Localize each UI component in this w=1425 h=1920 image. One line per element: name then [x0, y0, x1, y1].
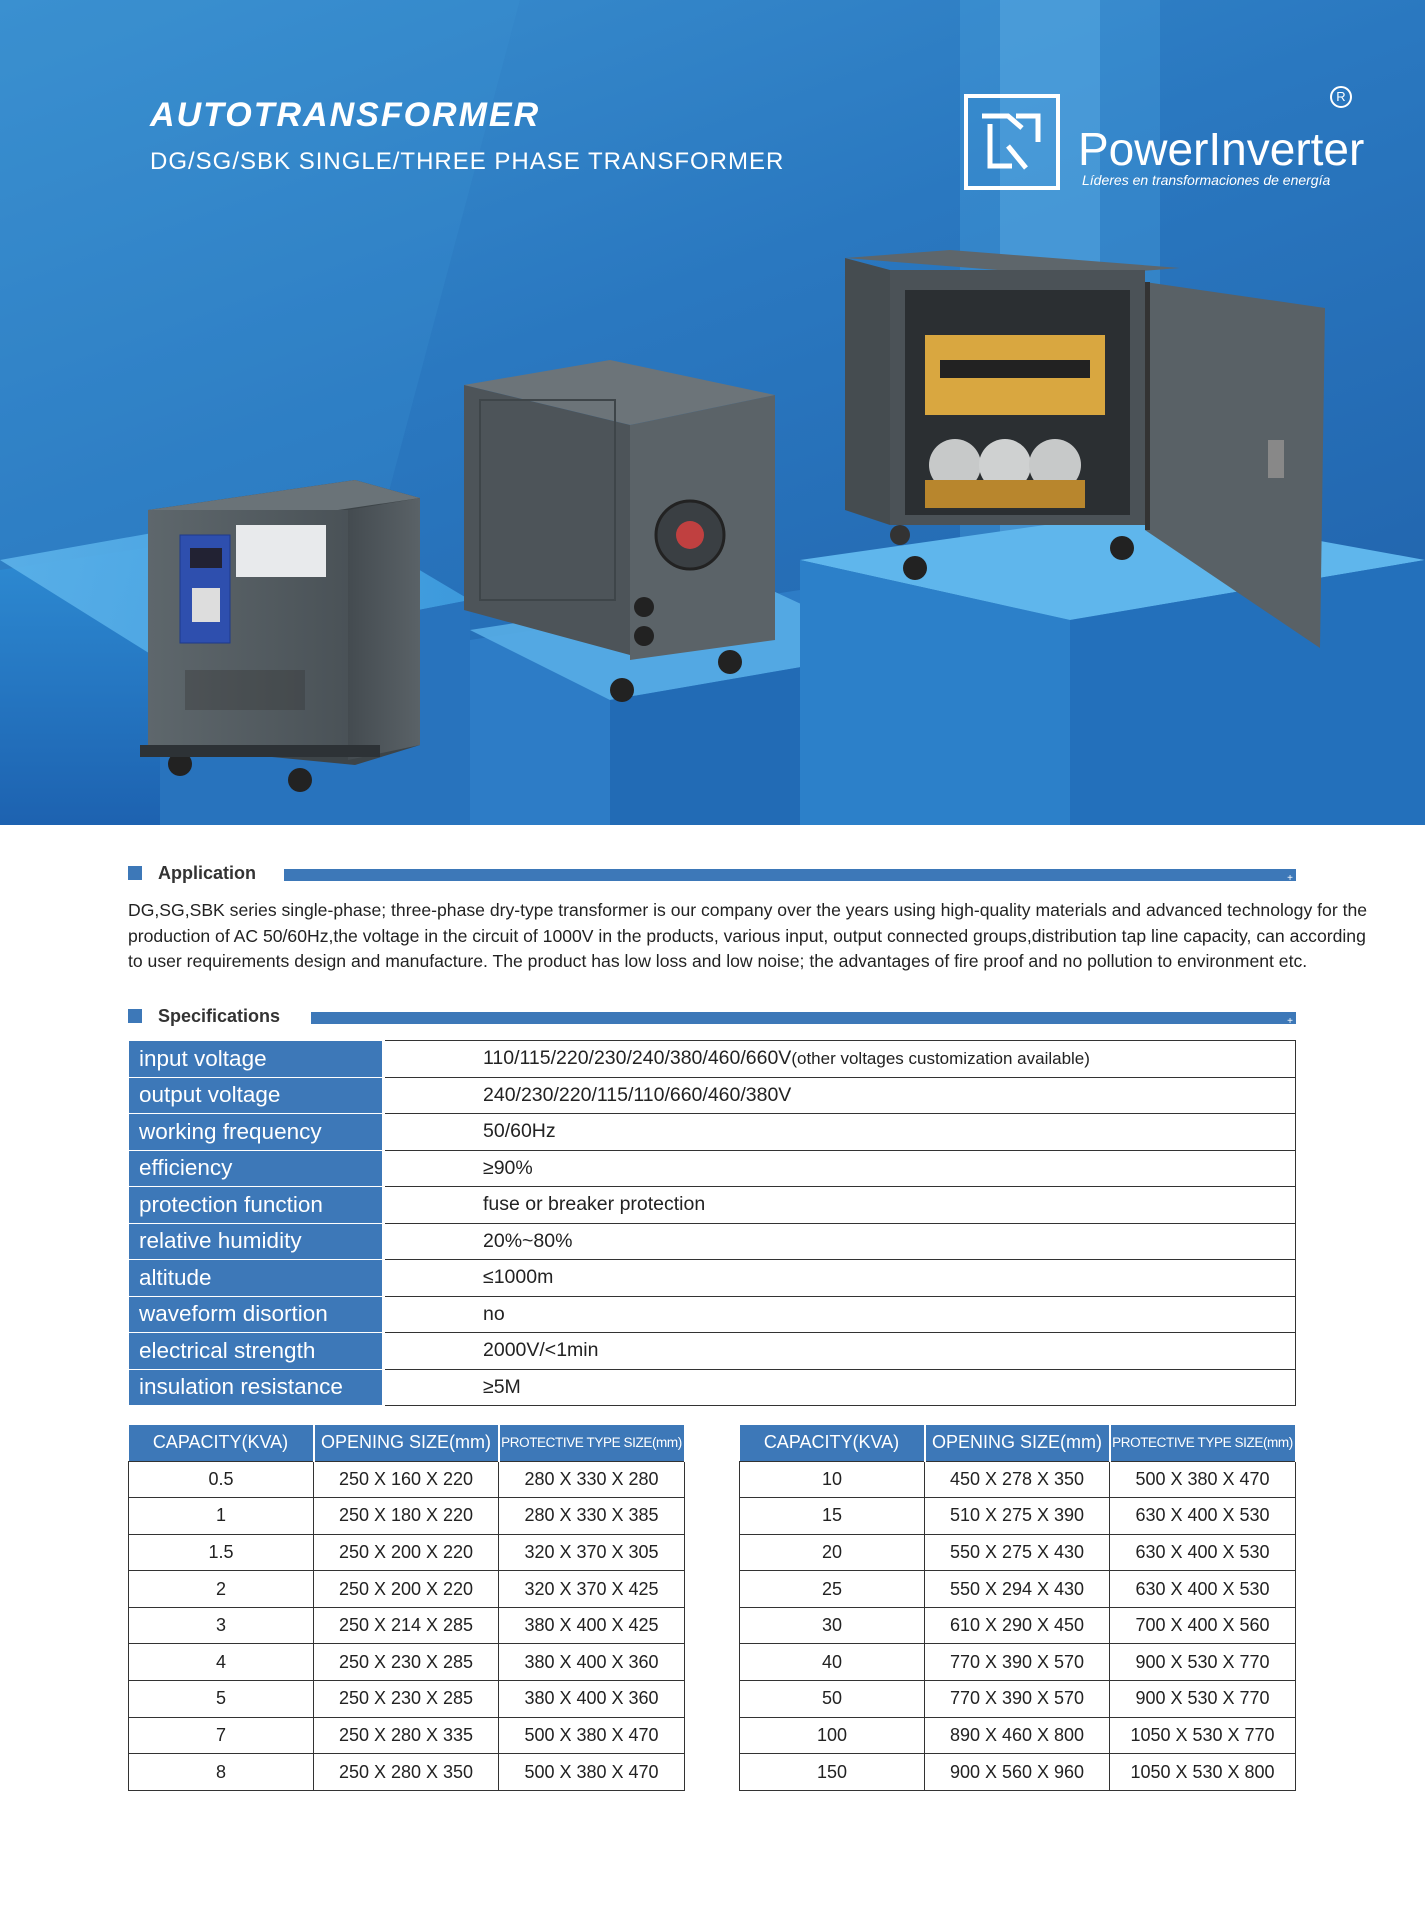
protective-size-cell: 630 X 400 X 530 [1110, 1498, 1296, 1535]
protective-size-cell: 630 X 400 X 530 [1110, 1534, 1296, 1571]
registered-mark: R [1330, 86, 1352, 108]
spec-row [129, 1187, 1296, 1224]
spec-key: relative humidity [129, 1223, 384, 1260]
opening-size-cell: 510 X 275 X 390 [925, 1498, 1110, 1535]
opening-size-cell: 900 X 560 X 960 [925, 1754, 1110, 1791]
opening-size-cell: 250 X 180 X 220 [314, 1498, 499, 1535]
spec-row [129, 1114, 1296, 1151]
hero-title: AUTOTRANSFORMER [150, 96, 541, 134]
capacity-cell: 20 [740, 1534, 925, 1571]
spec-value [384, 1223, 1296, 1260]
capacity-cell: 150 [740, 1754, 925, 1791]
application-section-header [128, 863, 1296, 883]
opening-size-cell: 250 X 230 X 285 [314, 1681, 499, 1718]
table-row [740, 1571, 1296, 1608]
spec-row [129, 1223, 1296, 1260]
spec-value [384, 1369, 1296, 1406]
spec-row [129, 1333, 1296, 1370]
spec-row [129, 1296, 1296, 1333]
header-protective-size: PROTECTIVE TYPE SIZE(mm) [499, 1425, 685, 1461]
opening-size-cell: 250 X 160 X 220 [314, 1461, 499, 1498]
capacity-cell: 5 [129, 1681, 314, 1718]
protective-size-cell: 700 X 400 X 560 [1110, 1607, 1296, 1644]
logo-tagline: Líderes en transformaciones de energía [1082, 172, 1331, 188]
opening-size-cell: 250 X 200 X 220 [314, 1571, 499, 1608]
capacity-table-right [739, 1425, 1297, 1791]
opening-size-cell: 250 X 214 X 285 [314, 1607, 499, 1644]
capacity-cell: 30 [740, 1607, 925, 1644]
spec-value [384, 1077, 1296, 1114]
spec-key: input voltage [129, 1041, 384, 1078]
protective-size-cell: 900 X 530 X 770 [1110, 1644, 1296, 1681]
protective-size-cell: 380 X 400 X 425 [499, 1607, 685, 1644]
table-row [129, 1754, 685, 1791]
spec-key: electrical strength [129, 1333, 384, 1370]
table-row [740, 1754, 1296, 1791]
protective-size-cell: 900 X 530 X 770 [1110, 1681, 1296, 1718]
capacity-cell: 50 [740, 1681, 925, 1718]
opening-size-cell: 770 X 390 X 570 [925, 1644, 1110, 1681]
spec-value [384, 1187, 1296, 1224]
opening-size-cell: 450 X 278 X 350 [925, 1461, 1110, 1498]
protective-size-cell: 500 X 380 X 470 [499, 1717, 685, 1754]
spec-key: working frequency [129, 1114, 384, 1151]
spec-key: protection function [129, 1187, 384, 1224]
opening-size-cell: 770 X 390 X 570 [925, 1681, 1110, 1718]
spec-value-text: ≥5M [483, 1375, 521, 1398]
opening-size-cell: 250 X 280 X 335 [314, 1717, 499, 1754]
capacity-cell: 1.5 [129, 1534, 314, 1571]
capacity-cell: 15 [740, 1498, 925, 1535]
opening-size-cell: 250 X 200 X 220 [314, 1534, 499, 1571]
spec-key: efficiency [129, 1150, 384, 1187]
capacity-cell: 2 [129, 1571, 314, 1608]
protective-size-cell: 1050 X 530 X 770 [1110, 1717, 1296, 1754]
specifications-section-header [128, 1006, 1296, 1026]
opening-size-cell: 890 X 460 X 800 [925, 1717, 1110, 1754]
spec-value-text: 2000V/<1min [483, 1339, 599, 1362]
spec-value [384, 1041, 1296, 1078]
opening-size-cell: 250 X 280 X 350 [314, 1754, 499, 1791]
table-row [129, 1644, 685, 1681]
capacity-cell: 0.5 [129, 1461, 314, 1498]
spec-key: waveform disortion [129, 1296, 384, 1333]
section-divider: + [311, 1012, 1296, 1024]
protective-size-cell: 630 X 400 X 530 [1110, 1571, 1296, 1608]
specifications-table [128, 1040, 1296, 1406]
spec-value-text: 110/115/220/230/240/380/460/660V [483, 1047, 792, 1070]
header-opening-size: OPENING SIZE(mm) [314, 1425, 499, 1461]
protective-size-cell: 280 X 330 X 385 [499, 1498, 685, 1535]
protective-size-cell: 500 X 380 X 470 [499, 1754, 685, 1791]
table-row [129, 1571, 685, 1608]
table-row [740, 1607, 1296, 1644]
spec-value-note: (other voltages customization available) [791, 1049, 1090, 1069]
application-heading: Application [158, 863, 256, 883]
section-square-icon [128, 866, 142, 880]
protective-size-cell: 1050 X 530 X 800 [1110, 1754, 1296, 1791]
table-row [740, 1717, 1296, 1754]
protective-size-cell: 380 X 400 X 360 [499, 1644, 685, 1681]
spec-value-text: fuse or breaker protection [483, 1193, 706, 1216]
header-capacity: CAPACITY(KVA) [740, 1425, 925, 1461]
table-row [740, 1681, 1296, 1718]
table-row [129, 1498, 685, 1535]
capacity-cell: 4 [129, 1644, 314, 1681]
hero-subtitle: DG/SG/SBK SINGLE/THREE PHASE TRANSFORMER [150, 148, 785, 175]
capacity-cell: 25 [740, 1571, 925, 1608]
brand-logo [964, 89, 1384, 194]
capacity-cell: 7 [129, 1717, 314, 1754]
spec-row [129, 1041, 1296, 1078]
opening-size-cell: 250 X 230 X 285 [314, 1644, 499, 1681]
spec-key: altitude [129, 1260, 384, 1297]
opening-size-cell: 550 X 275 X 430 [925, 1534, 1110, 1571]
capacity-cell: 3 [129, 1607, 314, 1644]
table-row [740, 1498, 1296, 1535]
spec-row [129, 1077, 1296, 1114]
cabinet-small-image [140, 480, 420, 792]
spec-value [384, 1150, 1296, 1187]
table-row [129, 1534, 685, 1571]
table-row [740, 1534, 1296, 1571]
spec-value-text: ≤1000m [483, 1266, 554, 1289]
spec-value-text: 240/230/220/115/110/660/460/380V [483, 1083, 792, 1106]
capacity-cell: 40 [740, 1644, 925, 1681]
spec-value-text: 50/60Hz [483, 1120, 556, 1143]
table-row [129, 1681, 685, 1718]
capacity-cell: 10 [740, 1461, 925, 1498]
header-protective-size: PROTECTIVE TYPE SIZE(mm) [1110, 1425, 1296, 1461]
specifications-heading: Specifications [158, 1006, 281, 1026]
hero-banner [0, 0, 1425, 825]
capacity-cell: 1 [129, 1498, 314, 1535]
logo-mark-icon [964, 94, 1060, 190]
spec-value-text: no [483, 1302, 505, 1325]
capacity-table-left [128, 1425, 686, 1791]
spec-value-text: ≥90% [483, 1156, 533, 1179]
table-row [129, 1717, 685, 1754]
section-square-icon [128, 1009, 142, 1023]
capacity-cell: 8 [129, 1754, 314, 1791]
opening-size-cell: 610 X 290 X 450 [925, 1607, 1110, 1644]
table-row [129, 1607, 685, 1644]
spec-key: output voltage [129, 1077, 384, 1114]
table-row [740, 1461, 1296, 1498]
spec-value [384, 1114, 1296, 1151]
protective-size-cell: 280 X 330 X 280 [499, 1461, 685, 1498]
capacity-cell: 100 [740, 1717, 925, 1754]
opening-size-cell: 550 X 294 X 430 [925, 1571, 1110, 1608]
protective-size-cell: 380 X 400 X 360 [499, 1681, 685, 1718]
spec-key: insulation resistance [129, 1369, 384, 1406]
header-opening-size: OPENING SIZE(mm) [925, 1425, 1110, 1461]
spec-value [384, 1296, 1296, 1333]
table-row [129, 1461, 685, 1498]
header-capacity: CAPACITY(KVA) [129, 1425, 314, 1461]
section-divider: + [284, 869, 1296, 881]
logo-name: PowerInverter [1078, 123, 1365, 175]
spec-row [129, 1260, 1296, 1297]
spec-value [384, 1260, 1296, 1297]
protective-size-cell: 320 X 370 X 305 [499, 1534, 685, 1571]
spec-row [129, 1150, 1296, 1187]
spec-value-text: 20%~80% [483, 1229, 573, 1252]
table-row [740, 1644, 1296, 1681]
spec-value [384, 1333, 1296, 1370]
spec-row [129, 1369, 1296, 1406]
protective-size-cell: 500 X 380 X 470 [1110, 1461, 1296, 1498]
application-text: DG,SG,SBK series single-phase; three-phase dry-type transformer is our company over the years using high-quality materials and advanced technology for the production of AC 50/60Hz,the voltage in the circuit of 1000V in the products, various input, output connected groups,distribution tap line capacity, can according to user requirements design and manufacture. The product has low loss and low noise; the advantages of fire proof and no pollution to environment etc. [128, 900, 1368, 971]
protective-size-cell: 320 X 370 X 425 [499, 1571, 685, 1608]
